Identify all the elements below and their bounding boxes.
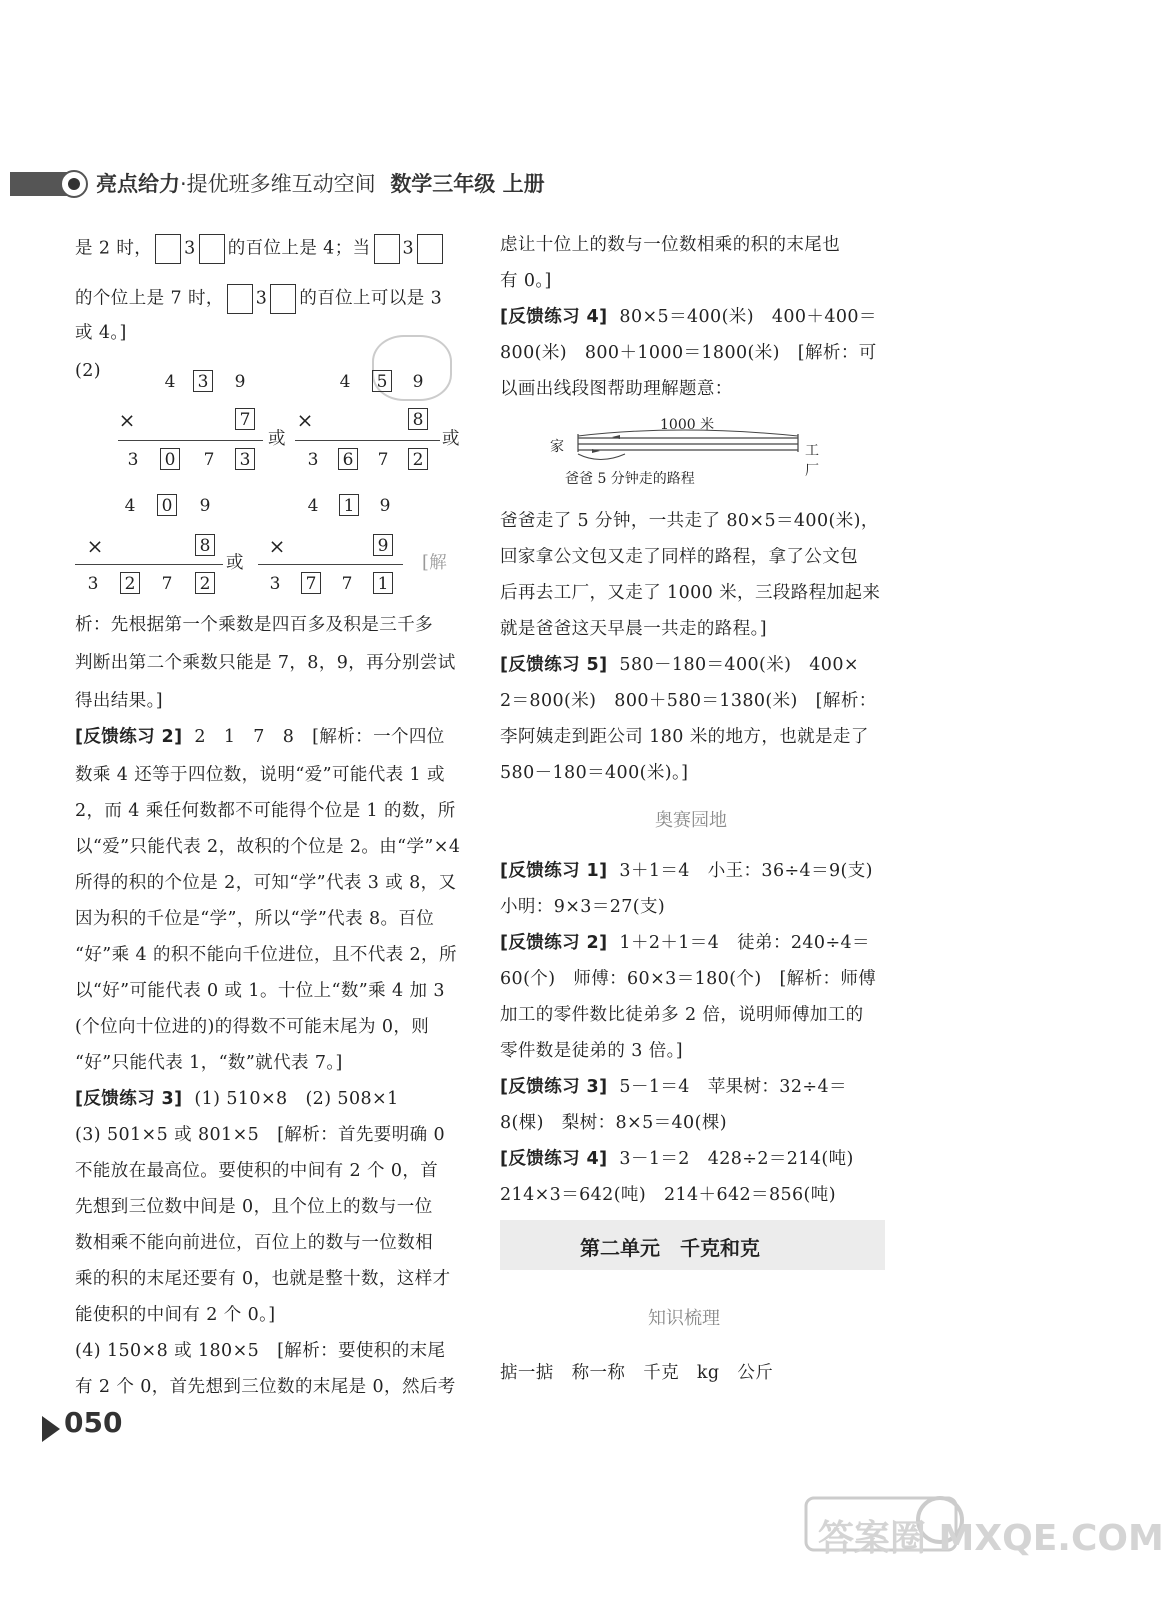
rocket-logo-icon [60, 170, 88, 198]
text-line: 60(个) 师傅：60×3＝180(个) [解析：师傅 [500, 969, 877, 989]
diagram-top-label: 1000 米 [660, 417, 715, 433]
blank-box [374, 234, 400, 264]
unit-title: 第二单元 千克和克 [580, 1236, 760, 1260]
feedback-3: [反馈练习 3] (1) 510×8 (2) 508×1 [75, 1089, 399, 1109]
text-line: 214×3＝642(吨) 214＋642＝856(吨) [500, 1185, 836, 1205]
text-line: 580－180＝400(米)。] [500, 763, 689, 783]
analysis-line: 得出结果。] [75, 691, 163, 711]
blank-box [270, 284, 296, 314]
text-line: (4) 150×8 或 180×5 [解析：要使积的末尾 [75, 1341, 446, 1361]
text-line: 所得的积的个位是 2，可知“学”代表 3 或 8，又 [75, 873, 457, 893]
diagram-factory-label: 工厂 [805, 443, 819, 479]
text-line: “好”只能代表 1，“数”就代表 7。] [75, 1053, 343, 1073]
text-line: 乘的积的末尾还要有 0，也就是整十数，这样才 [75, 1269, 451, 1289]
diagram-home-label: 家 [550, 439, 564, 455]
text-line: (3) 501×5 或 801×5 [解析：首先要明确 0 [75, 1125, 445, 1145]
blank-box [199, 234, 225, 264]
text-line: 后再去工厂，又走了 1000 米，三段路程加起来 [500, 583, 881, 603]
or-label: 或 [226, 553, 244, 573]
page-number: 050 [64, 1406, 123, 1439]
feedback-4: [反馈练习 4] 80×5＝400(米) 400＋400＝ [500, 307, 877, 327]
segment-diagram [530, 410, 830, 495]
header-book: 数学三年级 上册 [390, 172, 545, 196]
blank-box [227, 284, 253, 314]
header-title: 亮点给力 [96, 172, 180, 196]
page-header [96, 168, 545, 198]
text-line: 以画出线段图帮助理解题意： [500, 379, 733, 399]
text-line: 有 2 个 0，首先想到三位数的末尾是 0，然后考 [75, 1377, 456, 1397]
text-line: 2，而 4 乘任何数都不可能得个位是 1 的数，所 [75, 801, 456, 821]
analysis-line: 析：先根据第一个乘数是四百多及积是三千多 [75, 615, 433, 635]
watermark-text: 答案圈 MXQE.COM [818, 1518, 1164, 1559]
olympiad-2: [反馈练习 2] 1＋2＋1＝4 徒弟：240÷4＝ [500, 933, 870, 953]
text-line: 以“好”可能代表 0 或 1。十位上“数”乘 4 加 3 [75, 981, 445, 1001]
or-label: 或 [442, 429, 460, 449]
answer-line: 的个位上是 7 时， 3 的百位上可以是 3 [75, 284, 442, 314]
olympiad-3: [反馈练习 3] 5－1＝4 苹果树：32÷4＝ [500, 1077, 847, 1097]
text-line: 数乘 4 还等于四位数，说明“爱”可能代表 1 或 [75, 765, 445, 785]
header-subtitle: ·提优班多维互动空间 [180, 172, 376, 196]
text-line: 有 0。] [500, 271, 552, 291]
olympiad-1: [反馈练习 1] 3＋1＝4 小王：36÷4＝9(支) [500, 861, 873, 881]
text-line: 先想到三位数中间是 0，且个位上的数与一位 [75, 1197, 433, 1217]
olympiad-4: [反馈练习 4] 3－1＝2 428÷2＝214(吨) [500, 1149, 854, 1169]
part-label: (2) [75, 361, 101, 381]
text-line: 李阿姨走到距公司 180 米的地方，也就是走了 [500, 727, 869, 747]
text-line: 零件数是徒弟的 3 倍。] [500, 1041, 684, 1061]
text-line: 800(米) 800＋1000＝1800(米) [解析：可 [500, 343, 877, 363]
feedback-2: [反馈练习 2] 2 1 7 8 [解析：一个四位 [75, 727, 445, 747]
answer-line: 是 2 时， 3 的百位上是 4；当 3 [75, 234, 446, 264]
blank-box [155, 234, 181, 264]
answer-line: 或 4。] [75, 323, 127, 343]
text-line: 8(棵) 梨树：8×5＝40(棵) [500, 1113, 727, 1133]
text-line: 数相乘不能向前进位，百位上的数与一位数相 [75, 1233, 433, 1253]
text-line: “好”乘 4 的积不能向千位进位，且不代表 2，所 [75, 945, 457, 965]
text-line: 2＝800(米) 800＋580＝1380(米) [解析： [500, 691, 877, 711]
analysis-line: 判断出第二个乘数只能是 7，8，9，再分别尝试 [75, 653, 456, 673]
feedback-5: [反馈练习 5] 580－180＝400(米) 400× [500, 655, 859, 675]
text-line: 掂一掂 称一称 千克 kg 公斤 [500, 1363, 774, 1383]
text-line: 因为积的千位是“学”，所以“学”代表 8。百位 [75, 909, 435, 929]
blank-box [417, 234, 443, 264]
section-olympiad: 奥赛园地 [655, 810, 727, 831]
text-line: 就是爸爸这天早晨一共走的路程。] [500, 619, 767, 639]
text-line: 能使积的中间有 2 个 0。] [75, 1305, 276, 1325]
diagram-bottom-label: 爸爸 5 分钟走的路程 [565, 471, 695, 487]
text-line: 爸爸走了 5 分钟，一共走了 80×5＝400(米)， [500, 511, 879, 531]
analysis-bracket: [解 [422, 553, 448, 573]
text-line: 不能放在最高位。要使积的中间有 2 个 0，首 [75, 1161, 439, 1181]
text-line: 以“爱”只能代表 2，故积的个位是 2。由“学”×4 [75, 837, 461, 857]
text-line: 回家拿公文包又走了同样的路程，拿了公文包 [500, 547, 858, 567]
page-arrow-icon [42, 1416, 60, 1442]
or-label: 或 [268, 429, 286, 449]
section-knowledge: 知识梳理 [648, 1308, 720, 1329]
text-line: 虑让十位上的数与一位数相乘的积的末尾也 [500, 235, 841, 255]
text-line: (个位向十位进的)的得数不可能末尾为 0，则 [75, 1017, 430, 1037]
text-line: 加工的零件数比徒弟多 2 倍，说明师傅加工的 [500, 1005, 864, 1025]
text-line: 小明：9×3＝27(支) [500, 897, 666, 917]
